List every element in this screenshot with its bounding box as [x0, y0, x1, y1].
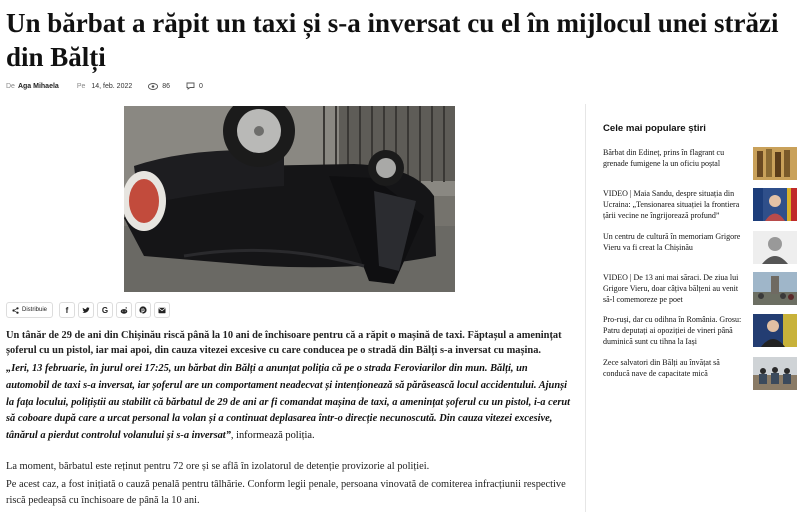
author-link[interactable]: Aga Mihaela	[17, 82, 59, 90]
reddit-share-button[interactable]	[116, 302, 132, 318]
svg-text:p: p	[141, 308, 145, 314]
news-thumbnail[interactable]	[753, 147, 797, 180]
article-photo	[124, 106, 455, 292]
popular-news-item[interactable]	[603, 231, 797, 264]
news-thumbnail[interactable]	[753, 231, 797, 264]
news-thumbnail[interactable]	[753, 357, 797, 390]
sidebar-divider	[585, 104, 586, 512]
views-count: 86	[162, 82, 171, 90]
pinterest-icon	[139, 306, 147, 314]
popular-news-item[interactable]	[603, 314, 797, 347]
popular-news-heading: Cele mai populare știri	[603, 123, 706, 134]
article-paragraph-detention: La moment, bărbatul este reținut pentru 72 ore și se află în izolatorul de detenție provizorie al poliției.	[6, 461, 430, 472]
article-lead: Un tânăr de 29 de ani din Chișinău riscă până la 10 ani de închisoare pentru că a răpit o mașină de taxi. Făptașul a amenințat șoferul cu un pistol, iar mai apoi, din cauza vitezei excesive cu care conducea pe o stradă din Bălți s-a inversat cu mașina.	[6, 330, 562, 356]
quote-attribution: , informează poliția.	[230, 430, 315, 442]
news-thumbnail[interactable]	[753, 188, 797, 221]
article-title: Un bărbat a răpit un taxi și s-a inversat cu el în mijlocul unei străzi din Bălți	[6, 8, 779, 72]
quote-text: „Ieri, 13 februarie, în jurul orei 17:25, un bărbat din Bălți a anunțat poliția că pe o strada Feroviarilor din mun. Bălți, un automobil de taxi s-a inversat, iar șoferul are un comportament neadecvat și intenționează să părăsească locul accidentului. Ajunși la fața locului, polițiștii au stabilit că bărbatul de 29 de ani ar fi comandat mașina de taxi, a amenințat șoferul cu un pistol, i-a cerut să coboare după care a urcat personal la volan și a continuat deplasarea într-o direcție necunoscută. Din cauza vitezei excesive, tânărul a pierdut controlul volanului și s-a inversat”	[6, 363, 571, 442]
news-thumbnail[interactable]	[753, 314, 797, 347]
facebook-share-button[interactable]	[59, 302, 75, 318]
police-quote	[6, 361, 571, 445]
reddit-icon	[120, 307, 128, 314]
share-label: Distribuie	[22, 307, 48, 313]
publish-date: 14, feb. 2022	[91, 82, 133, 90]
popular-news-link[interactable]: Pro-ruși, dar cu odihna în România. Grosu: Patru deputați ai opoziției de vineri până duminică sunt cu tihna la Iași	[603, 315, 742, 346]
google-share-button[interactable]	[97, 302, 113, 318]
author-prefix: De	[6, 82, 15, 90]
twitter-icon	[82, 307, 90, 314]
eye-icon	[148, 83, 158, 90]
article-meta	[6, 82, 203, 90]
twitter-share-button[interactable]	[78, 302, 94, 318]
news-thumbnail[interactable]	[753, 272, 797, 305]
comments-count: 0	[199, 82, 203, 90]
popular-news-item[interactable]	[603, 188, 797, 221]
overturned-taxi-image	[124, 106, 455, 292]
share-button[interactable]	[6, 302, 53, 318]
email-icon	[158, 307, 166, 314]
popular-news-link[interactable]: Zece salvatori din Bălți au învățat să conducă nave de capacitate mică	[603, 358, 720, 378]
email-share-button[interactable]	[154, 302, 170, 318]
google-icon: G	[101, 305, 109, 315]
facebook-icon: f	[65, 305, 69, 315]
popular-news-item[interactable]	[603, 147, 797, 180]
popular-news-link[interactable]: Un centru de cultură în memoriam Grigore Vieru va fi creat la Chișinău	[603, 232, 741, 252]
popular-news-item[interactable]	[603, 357, 797, 390]
popular-news-link[interactable]: VIDEO | De 13 ani mai săraci. De ziua lui Grigore Vieru, doar câțiva bălțeni au venit să-l comemoreze pe poet	[603, 273, 739, 304]
popular-news-link[interactable]: VIDEO | Maia Sandu, despre situația din Ucraina: „Tensionarea situației la frontiera țării vecine ne îngrijorează profund”	[603, 189, 740, 220]
comment-icon[interactable]	[186, 82, 195, 90]
date-prefix: Pe	[76, 82, 86, 90]
popular-news-link[interactable]: Bărbat din Edineț, prins în flagrant cu grenade fumigene la un oficiu poștal	[603, 148, 725, 168]
pinterest-share-button[interactable]	[135, 302, 151, 318]
popular-news-item[interactable]	[603, 272, 797, 305]
share-icon	[12, 307, 19, 314]
article-paragraph-penalty: Pe acest caz, a fost inițiată o cauză penală pentru tâlhărie. Conform legii penale, persoana vinovată de comiterea infracțiunii respective riscă pedeapsă cu închisoare de până la 10 ani.	[6, 479, 566, 506]
share-bar	[6, 302, 173, 318]
